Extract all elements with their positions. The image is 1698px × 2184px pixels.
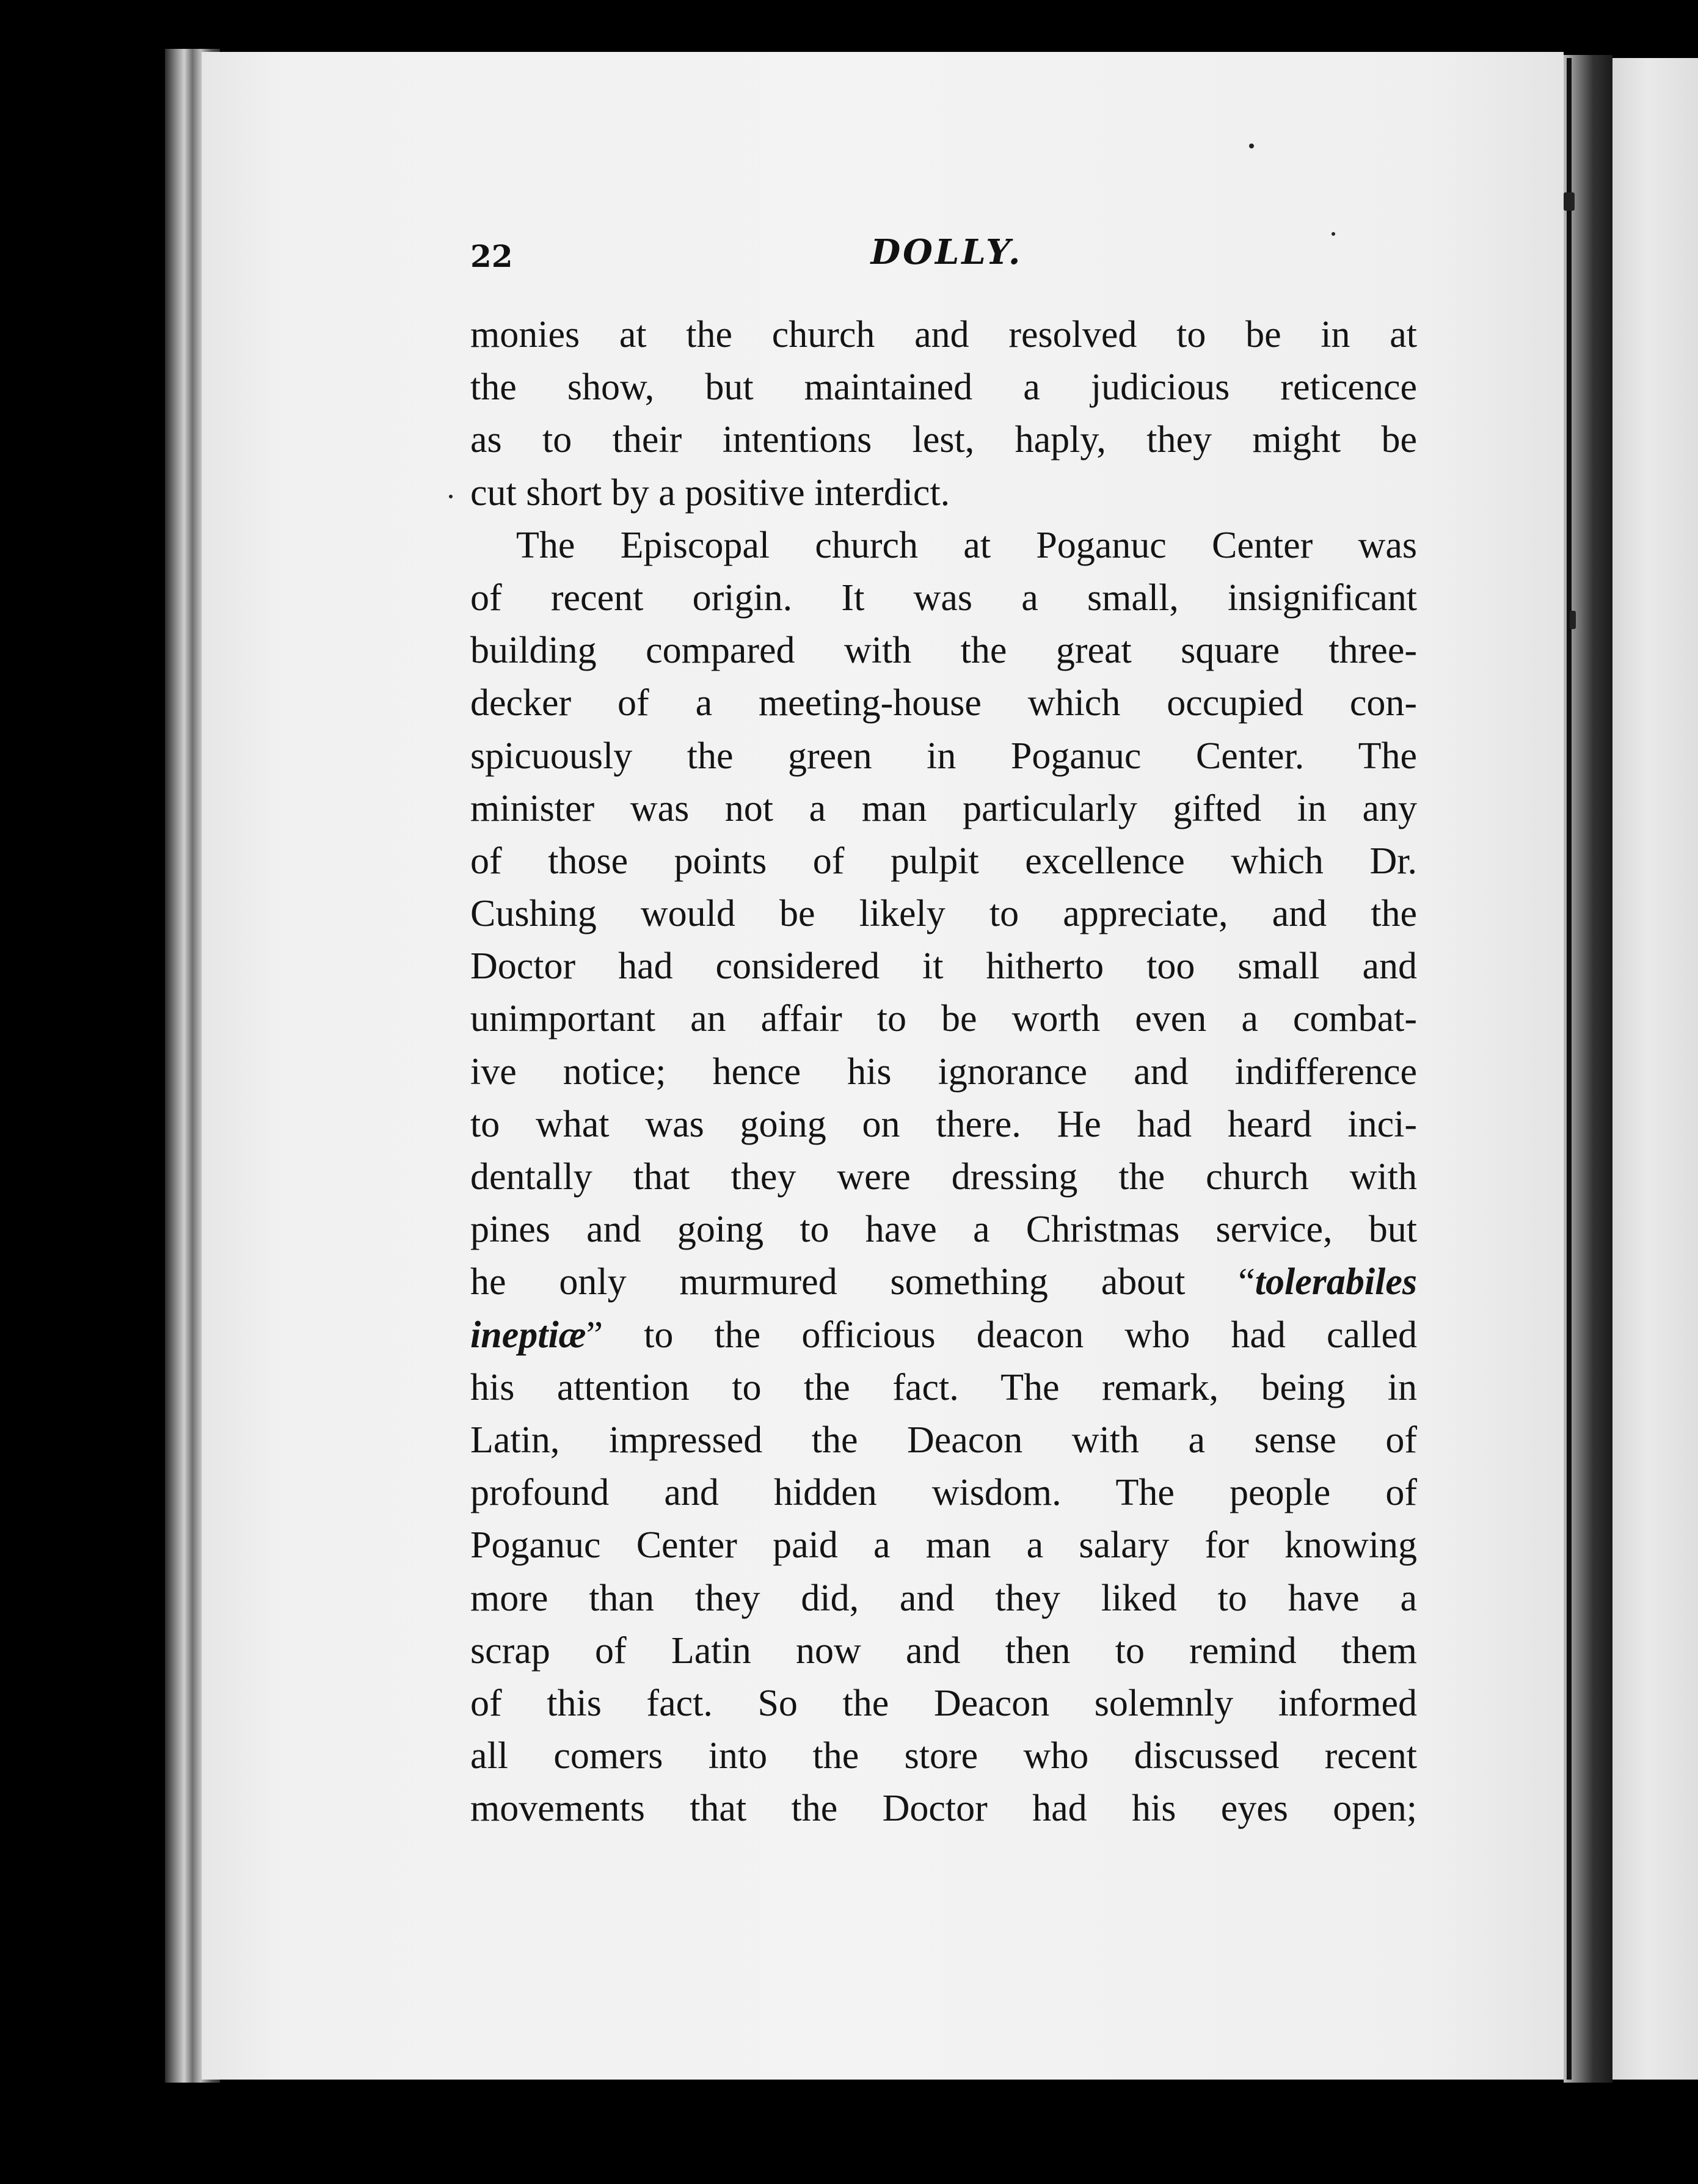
text-line: spicuously the green in Poganuc Center. The [470,735,1417,777]
spine-line [1567,58,1572,2080]
text-line: more than they did, and they liked to have a [470,1577,1417,1619]
text-line: as to their intentions lest, haply, they might be [470,419,1417,461]
text-line: Latin, impressed the Deacon with a sense of [470,1419,1417,1461]
scan-speck [1332,232,1335,236]
text-line-lead: he only murmured something about “ [470,1261,1255,1303]
text-line: Cushing would be likely to appreciate, and the [470,893,1417,935]
text-line: dentally that they were dressing the church with [470,1156,1417,1198]
page-number: 22 [470,238,513,274]
text-line: of this fact. So the Deacon solemnly informed [470,1682,1417,1724]
text-line: Doctor had considered it hitherto too small and [470,945,1417,988]
scan-speck [1249,144,1254,148]
text-line: monies at the church and resolved to be in at [470,314,1417,355]
text-line: profound and hidden wisdom. The people of [470,1472,1417,1514]
text-line: minister was not a man particularly gifted in any [470,787,1417,829]
text-line: the show, but maintained a judicious reticence [470,366,1417,409]
text-line: building compared with the great square three- [470,630,1417,672]
text-line: scrap of Latin now and then to remind them [470,1629,1417,1672]
text-line: unimportant an affair to be worth even a combat- [470,998,1417,1040]
text-line: his attention to the fact. The remark, being in [470,1366,1417,1408]
text-line: decker of a meeting-house which occupied con- [470,682,1417,724]
text-line: cut short by a positive interdict. [470,471,950,514]
text-line: The Episcopal church at Poganuc Center was [516,524,1417,566]
latin-phrase-part2: ineptiæ [470,1314,586,1356]
chapter-title: DOLLY. [870,232,1023,272]
text-line: all comers into the store who discussed recent [470,1735,1417,1777]
next-page-sliver [1612,58,1698,2080]
scan-speck [1570,611,1576,629]
text-line: Poganuc Center paid a man a salary for knowing [470,1524,1417,1567]
text-line-latin-1 [470,1256,1417,1308]
scan-speck [449,495,453,498]
running-head [470,232,1423,287]
text-line-rest: ” to the officious deacon who had called [586,1314,1417,1356]
text-line: pines and going to have a Christmas service, but [470,1209,1417,1251]
latin-phrase-part1: tolerabiles [1255,1261,1417,1303]
text-line: of those points of pulpit excellence which Dr. [470,840,1417,882]
text-line: ive notice; hence his ignorance and indifference [470,1050,1417,1093]
text-line: movements that the Doctor had his eyes open; [470,1788,1417,1830]
body-text [470,308,1417,1835]
text-line: to what was going on there. He had heard inci- [470,1103,1417,1145]
text-line-latin-2 [470,1309,1417,1361]
scan-speck [1564,192,1575,211]
text-line: of recent origin. It was a small, insignificant [470,577,1417,619]
